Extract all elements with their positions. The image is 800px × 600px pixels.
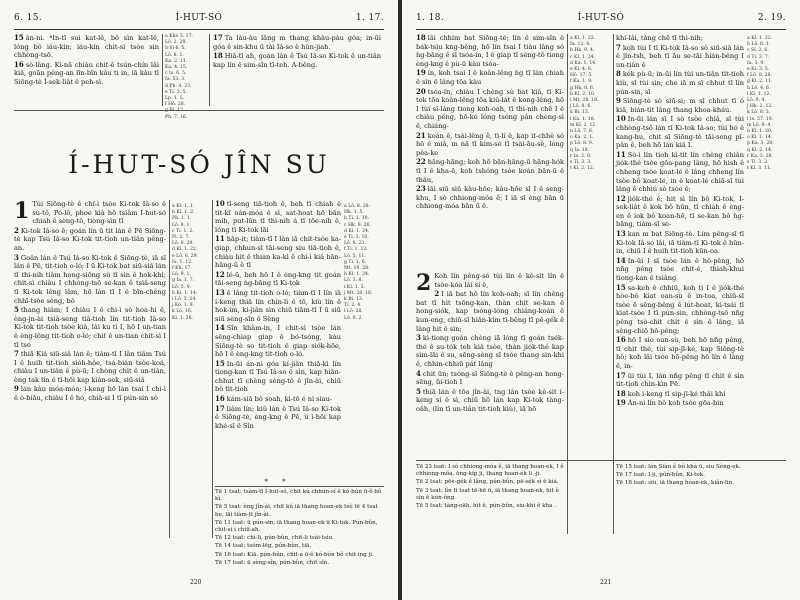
cross-reference: d Ka. 1. 14. (570, 60, 597, 66)
verse-number: 18 (616, 388, 626, 398)
cross-reference: j Mt. 28. 18. (344, 290, 373, 296)
cross-reference: e Ki. 3. 5. (747, 67, 770, 73)
cross-reference: j Hk. 2. 12. (747, 104, 773, 110)
cross-reference: f Ka. 1. 9. (570, 79, 593, 85)
verse-number: 11 (616, 149, 626, 159)
cross-reference: r Ka. 3. 28. (747, 153, 773, 159)
cross-reference: Hk. 1. 5. (344, 210, 364, 216)
verse-text: hāp-it; tiàm-tī I lân iā chit-tsòe ka-giap, chhun-sī tāi-seng siu tiā-tioh ê, chiàu hit ê thian ka-kì ê chi-ì kiâ bān-hāng-ū ê tī (215, 235, 341, 270)
verse (616, 115, 744, 149)
verse (616, 151, 744, 194)
footnote: Tē 17 tsat: ū sèng-sîn, pún-bûn, chit sîn. (215, 559, 330, 566)
verse-number: 7 (14, 349, 19, 359)
cross-references-1 (172, 204, 210, 534)
verse-text: thiā lán ê tōa jîn-ài, tng lán tsòe kè-sit í-keng sí ê sì, chiū hō lán kap Ki-tok tàng-oāh, (lín tī un-tiân tit-tioh kiù), iā hō (416, 387, 564, 413)
left-page (0, 0, 398, 600)
cross-reference: p Lô. 8. 9. (570, 141, 594, 147)
verse-number: 9 (616, 96, 621, 106)
footnotes-2 (616, 464, 786, 568)
verse-text: Hiā-tī ah, goán lân ê Tsú Iâ-so Ki-tok ê un-tiân kap lín ê sim-sîn tī-teh. A-bêng. (213, 52, 381, 69)
verse-number: 21 (416, 130, 426, 140)
cross-reference: Lô. 5. 11. (344, 253, 366, 259)
header-chapter-verse-right: 1. 17. (355, 13, 384, 23)
verse-number: 15 (215, 358, 225, 368)
cross-reference: l Is. 57. 19. (747, 116, 774, 122)
verse-text: sò-lâng. Ki-nā chiàu chit-ê tsún-chín lâi kiâ, goān pêng-an lîn-bîn kàu ti in, iā kàu tī Siōng-tè Í-sek-liât ê peh-sì. (14, 60, 159, 86)
cross-reference: k Bi. 13. (344, 297, 364, 303)
verse-text: In-ūi I sī tsòe lán ê hô-pêng, hō nñg pêng tsòe chit-é, thiah-khui tiong-kan ê tsiâng (616, 256, 744, 283)
verse-number: 23 (416, 184, 426, 194)
footnote: Tē 23 tsat: I sò chhiong-móa ê, iā thang hoan-ek, I ê chhiong-móa, ōng-kip ji, thang hoan-ek li -ji. (416, 464, 564, 478)
cross-reference: s Ti. 3. 2. (747, 160, 769, 166)
footnote: Tē 5 tsat: tàng-oāh, hit ê, pún-bûn, siu-khi ê kha . (416, 503, 557, 510)
verse (14, 254, 166, 306)
cross-reference: e Ti. 3. 10. (344, 235, 369, 241)
verse-number: 18 (416, 33, 426, 42)
footnote: Tē 14 tsat: tsóm-lēg, pún-bûn, tiā. (215, 543, 312, 550)
book-title: Í-HUT-SÓ JÎN SU (68, 150, 330, 179)
verse-text: tsóa-ín, chiàu I chèng sù bat kiâ, tī Ki-tok tōa koân-lêng tōa kiû-lát ê kong-lêng, hō I tùi sí-lâng tiong koh-oah, tī thi-nih chē I ê chiàu pêng, hō-ké lóng tsóng pân chèng-sì ê, chiáng- (416, 87, 564, 130)
page-number: 220 (190, 579, 202, 586)
verse-text: koán ê, tsài-lêng ê, tì-lí ê, kap it-chhè só hô ê miâ, m nā tī kim-sè tī tsài-āu-sè, lóng pêa-ke (416, 131, 564, 157)
cross-reference: Ia. 12. 4. (570, 42, 591, 48)
verse-text: hāng-hāng; koh hō bān-hāng-ū hāng-hók tī I ê kha-ē, koh tshóng tsòe koán bān-ū ê thâu, (416, 158, 564, 184)
cross-reference: Ka. 4. 15. (165, 65, 188, 71)
cross-reference: Ia. 3. 9. (747, 60, 765, 66)
footnote: Tē 17 tsat: I-ji, pún-bûn, Ki-tok. (616, 472, 705, 479)
verse-text: Siōng-tè sò siū-si; m sī chhut tī ó kiâ, bián-tit lâng thang khoa-kháu. (616, 97, 744, 114)
verse-number: 18 (213, 51, 223, 61)
verse-number: 14 (616, 255, 626, 265)
verse-text: Goân lán ê Tsú Iâ-so Ki-tok ê Siōng-tè, iā sī lán ê Pē, tit-tioh o-ló; I ū Ki-tok bat siū-siâ lán tī thi-nih tiâm hong-siōng sù tī sìn ê hok-khì; chit-sì chiàu I chhòng-tsō se-kan ê tsiâ-seng tī Ki-tok lêng lâm, hō lán tī I ê bīn-chêng chhī-tsòe sèng, bô (14, 253, 166, 305)
verse-text: Sò-i lín tioh kì-tit lín chèng chiân jiók-thé tsòe gōa-pang lâng, hō hish ê chheng tsòe koat-lé ê lâng chheng lín tsòe bô koat-lé, in ê koat-lé chiā-sī tùi lâng ê chhiú sò tsòe ê; (616, 150, 744, 194)
verse-text: In-ūi án-ni góa kí-jiân thiā-kì lín tiong-kan tī Tsú Iâ-so ê sìn, kap hiān-chhut tī chèng sèng-tô ê jîn-ài, chiū bô tit-tioh (215, 359, 341, 394)
verse (616, 257, 744, 283)
verse (215, 405, 341, 431)
cross-reference: a Kl. 1. 22. (747, 36, 773, 41)
verse-text: lâi chhim bat Siōng-tè; lín ê sim-sîn ê bák-tsiu kng-bêng, hō lín tsai I tiàu lâng só ǹg-bāng ê sī tsóa-ín, I ê giap tī sèng-tô tiong èng-kng ê pù-ū kàu tsóa- (416, 34, 564, 68)
cross-reference: Pi. 2. 7. (172, 235, 190, 241)
column-rule (169, 200, 170, 538)
verse (215, 324, 341, 358)
verse (14, 200, 166, 226)
verse-number: 4 (416, 368, 421, 378)
cross-reference: p Ka. 3. 28. (747, 141, 774, 147)
cross-reference: c Ti. 1. 2. (172, 228, 194, 234)
cross-reference: Hô. 17. 5. (570, 73, 593, 79)
cross-reference: m Kl. 2. 12. (570, 122, 597, 128)
cross-reference: j Kó. 1. 9. (172, 303, 195, 309)
verse-text: kan m bat Siōng-tè. Lím pêng-sī tī Ki-tok Iâ-so lâi, iā tiàm-tī Ki-tok ê hūn-in, chiū I ê huih tit-tioh kūn-oa. (616, 230, 744, 256)
verse (416, 158, 564, 184)
cross-reference: i Kl. 1. 12. (747, 91, 771, 97)
verse (416, 132, 564, 158)
verse-number: 14 (215, 323, 225, 333)
verse (416, 290, 564, 333)
verse-number: 20 (416, 86, 426, 96)
cross-reference: b Sí 6. 5. (165, 46, 186, 52)
verse-text: chit ūn; tsóng-sī Siōng-tè ê pêng-an hong-sēng, ūi-tioh I (416, 369, 564, 387)
verse-number: 3 (416, 333, 421, 343)
verse (213, 52, 381, 69)
column-rule (162, 34, 163, 106)
column-rule (212, 200, 213, 538)
verse-text: ân-ni. ªIn-tī sui kat-lê, bô sìn kat-lê, lóng bô iáu-kin; iáu-kín chit-si tsòe sin chhòng-tsō. (14, 34, 159, 60)
verse-text: koh tùi I tī Ki-tok Iâ-so sò siū-siâ lán ê jîn-tsh, beh tī āu se-tāi hián-bêng I un-tiân ê (616, 43, 744, 69)
cross-reference: f Lô. 8. 28. (747, 73, 772, 79)
cross-reference: Lô. 2. 28. (165, 40, 187, 46)
cross-reference: Ka. 2. 11. (165, 58, 188, 64)
verse-number: 12 (215, 269, 225, 279)
verse-text: I iā bat hō lín koh-oah; sī lín chêng bat tī hit tsōng-kan, thàn chit se-kan ê hong-siók, kap tsóng-lóng chiáng-koán ê kun-eng, chiū-sī hiān-kim tī-bêng tī pē-gék ê lâng hit ê sìn; (416, 290, 564, 333)
cross-reference: a Khó 5. 17. (165, 34, 193, 39)
verse (416, 88, 564, 131)
cross-reference: Lô. 3. 8. (344, 278, 363, 284)
cross-reference: Lô. 9. 4. (747, 98, 766, 104)
cross-reference: Lp. 1. 5. (165, 96, 185, 102)
verse (213, 34, 381, 51)
cross-references-2 (344, 204, 384, 474)
cross-reference: n Lô. 7. 6. (570, 129, 594, 135)
verse (616, 195, 744, 229)
cross-reference: h Kl. 2. 10. (570, 91, 596, 97)
cross-reference: b Hk. 9. 4. (570, 48, 595, 54)
verse-number: 10 (215, 199, 225, 208)
cross-reference: Ph. 7. 16. (165, 114, 188, 120)
verse-number: 17 (616, 370, 626, 380)
verse-number: 7 (616, 42, 621, 52)
verse (616, 34, 744, 43)
top-text-column-1 (14, 34, 159, 108)
cross-reference: d Kl. 1. 24. (344, 228, 370, 234)
cross-reference: s Ti. 3. 3. (570, 160, 592, 166)
notes-rule (215, 486, 384, 487)
verse-text: lán kàu móa-móa; í-keng hō lán tsai I chi-ì ê ò-biāu, chiàu I ê hó, chiâ-si I tī pún-sin sò (14, 385, 166, 403)
header-rule (14, 29, 384, 30)
verse-number: 10 (616, 114, 626, 124)
cross-reference: Ia. 1. 12. (172, 259, 193, 265)
header-book-title: Í-HUT-SÓ (577, 13, 625, 23)
cross-reference: l Lô. 28. (344, 309, 363, 315)
cross-reference: q Ia. 18. (570, 147, 590, 153)
cross-reference: d Ti. 3. 7. (747, 54, 770, 60)
cross-reference: e Lô. 8. 29. (172, 253, 198, 259)
cross-reference: Ia. 53. 3. (165, 77, 186, 83)
verse (416, 334, 564, 368)
column-rule (209, 34, 210, 106)
verse (416, 34, 564, 68)
cross-reference: Lô. 8. 23. (344, 241, 366, 247)
footnotes-1 (416, 464, 564, 568)
cross-reference: g Bi. 12. (165, 108, 185, 114)
cross-reference: m Lô. 9. 4. (747, 122, 772, 128)
verse (215, 289, 341, 323)
verse-number: 9 (14, 384, 19, 394)
verse-number: 2 (434, 289, 440, 299)
cross-reference: i Mt. 28. 18. (570, 98, 599, 104)
verse-number: 12 (616, 193, 626, 203)
verse-number: 16 (215, 394, 225, 404)
cross-reference: o Kl. 1. 14. (747, 135, 773, 141)
verse (616, 70, 744, 96)
verse-text: ê lâng tit-tioh o-ló; tiàm-tī I lín iā í-keng thiā lín chín-li ê tō, kiù lín ê hok-im, ki-jiân sìn chiū tiām-tī I ū siū siū sèng-sîn ô Sèng (215, 288, 341, 323)
cross-reference: Ph. 1. 1. (172, 216, 192, 222)
cross-reference: Lô. 8. 29. (172, 241, 194, 247)
verse-text: lāi siū siū kàu-hōe; kàu-hōe sī I ê seng-khu, I sò chhiong-móa ê; I iā sī èng bān ū chhiong-móa bān ū ê. (416, 185, 564, 211)
verse (416, 272, 564, 289)
cross-reference: g Hk. 8. 6. (570, 85, 595, 91)
footnote: Tē 1 tsat: tsàm-tī Í-hut-só, chit kú chhun-sí ê kó-bún ū-ê bô kì. (215, 489, 382, 503)
cross-reference: n Kl. 1. 20. (747, 129, 773, 135)
right-page (402, 0, 800, 600)
verse-number: 11 (215, 234, 225, 244)
cross-reference: Lô. 8. 1. (172, 222, 191, 228)
verse-text: khí-lâi, tàng chē tī thi-nih; (616, 34, 703, 42)
verse-text: In-ūi lán sī I sò tsòe chiâ, sī tùi chhòng-tsō lán tī Ki-tok Iâ-so; tùi hó ê kang-hu, chit sī Siōng-tè tāi-seng pī-pân ê, beh hō lán kiâ I. (616, 115, 744, 150)
cross-references-1 (570, 36, 610, 456)
cross-reference: e Ti. 3. 5. (165, 89, 187, 95)
verse (215, 200, 341, 234)
verse-text: Ta làu-àu lâng m thang khàu-pàu góa; in-ūi góa ê sin-khu ū tài Iâ-so ê hûn-jiah. (213, 34, 381, 51)
cross-reference: h Kl. 1. 24. (344, 272, 370, 278)
cross-reference: l Ka. 1. 18. (570, 116, 596, 122)
verse (14, 227, 166, 253)
page-number: 221 (600, 579, 612, 586)
footnotes (215, 489, 383, 569)
verse (215, 271, 341, 288)
running-header (416, 13, 786, 27)
verse (215, 395, 341, 404)
cross-reference: c Is. 6. 5. (165, 71, 187, 77)
verse (215, 360, 341, 394)
cross-reference: Lô. 9. 2. (344, 315, 363, 321)
verse-text: liâm lín; kiû lán ê Tsú Iâ-so Ki-tok ê Siōng-tè, èng-kng ê Pē, ù ì-hōi kap khé-sī ê Sîn (215, 404, 341, 430)
header-rule (416, 29, 786, 30)
verse-text: thiā Kiá siū-siâ lán ê; tiâm-tī I lân tiâm Tsú I ê huih tit-tioh sióh-hôe, tsá-bián tsòe-koá, chiàu I un-tiân ê pù-ū; I chòng chit ê un-tiân, èng tak lín ê tī-hōi kap kiàn-sek, siū-siâ (14, 350, 166, 384)
verse (14, 350, 166, 384)
cross-reference: t Kl. 2. 12. (570, 166, 595, 172)
text-column-2 (616, 34, 744, 454)
text-column-2 (215, 200, 341, 475)
verse-number: 8 (616, 69, 621, 79)
verse-text: kám-siā bô soah, kì-tō é ni siau- (226, 395, 333, 404)
header-chapter-verse-right: 2. 19. (757, 13, 786, 23)
footnote: Tē 15 tsat: lán Siàn ê bô khà ū, siu Sèng-ek. (616, 464, 741, 470)
verse-text: kék pù-ū; in-ūi lín tùi un-tiân tit-tioh kiù, sī tùi sìn; che iā m sī chhut tī lín pún-sin, sī (616, 70, 744, 96)
verse-text: lé-ū, beh hō I ê èng-kng tit goán tāi-seng ǹg-bāng tī Ki-tok (215, 270, 341, 288)
cross-reference: t Kl. 3. 11. (747, 166, 772, 172)
cross-reference: o Ka. 2. 1. (570, 135, 594, 141)
verse-text: sa-keh ê chhiū, koh ti I ê jiók-thé hòe-bô kiat oan-sù ê in-toa, chiū-sī tsòe ē sēng-bêng ê lút-hoat, ki-tsái tī kiat-tsòe I tī pún-sin, chhòng-tsō nñg pêng tsò-chit chit ê sìn ê lâng, iā sêng-chiō hō-pêng; (616, 283, 744, 335)
cross-reference: Lô. 9. 1. (172, 272, 191, 278)
column-rule (613, 34, 614, 534)
cross-reference: g Ia. 1. 7. (172, 278, 195, 284)
verse-text: Tùi Siōng-tè ê chí-ì tsòe Ki-tok Iâ-so ê sù-tô, Pó-lô, phoe kià hō tsiâm Í-hut-só chiah ê sèng-tô, tiòng-sìn tī (32, 200, 166, 226)
footnote: Tē 11 tsat: ū pún-sin, iā thang hoan-ek ū Ki-tok. Pún-bûn, chit-si i chiū-ah. (215, 519, 378, 534)
cross-reference: b Ti. 1. 10. (344, 216, 370, 222)
verse-number: 3 (14, 252, 19, 262)
verse (14, 61, 159, 87)
verse (14, 34, 159, 60)
cross-reference: f Ti. 1. 12. (344, 247, 368, 253)
cross-reference: Lô. 8. 1. (165, 52, 184, 58)
verse (616, 44, 744, 70)
cross-reference: k Bi. 13. (570, 110, 590, 116)
notes-rule (416, 460, 786, 461)
verse (616, 390, 744, 399)
text-column-1 (14, 200, 166, 538)
cross-reference: a Kl. 1. 22. (570, 36, 596, 41)
cross-reference: q Kl. 2. 14. (747, 147, 773, 153)
cross-reference: Ti. 2. 4. (344, 303, 362, 309)
verse-number: 5 (416, 386, 421, 396)
verse (215, 235, 341, 269)
verse-number: 2 (14, 225, 19, 235)
chapter-number: 1 (14, 198, 30, 224)
verse-number: 19 (616, 398, 626, 408)
header-book-title: Í-HUT-SÓ (175, 13, 223, 23)
verse (14, 385, 166, 402)
verse-text: ūi tùi I, lán nñg pêng tī chit ê sìn tit-tioh chìn-kìn Pē. (616, 371, 744, 389)
verse (416, 185, 564, 211)
verse-text: jiók-thé ê; hit sì lín bô Ki-tok, I-sek-liât ê kok bô hūn, tī chiah ê èng-en ê iok bô koan-hē, tī se-kan bô ǹg-bāng, tiàm-sī se- (616, 194, 744, 229)
cross-reference: c Sí. 2. 6. (747, 48, 769, 54)
cross-reference: Mt. 19. 28. (344, 266, 370, 272)
verse-text: tī-seng tiā-tioh ê, beh tī chiah ê tit-kî oán-móa ê sì, sat-hoat hō bān mih, put-lūn tī thi-nih á tī tōe-nih ê, lóng tī Ki-tok lāi (215, 200, 341, 234)
cross-reference: h Lô. 4. 6. (747, 85, 771, 91)
verse-text: hō I sio oan-sù, beh hō nñg pêng, tī chit thé, tùi sip-jī-ké, kap Siōng-tè hô; koh lâi tsòe hō-pêng hō lín ê lâng ê, in- (616, 336, 744, 370)
verse-text: Sîn khàm-in, I chit-sì tsòe lán sêng-chiap giap ê bó-tsóng, kàu Siōng-tè so tit-tioh ê giap siók-hōe, hō I ê èng-kng tit-tioh o-ló. (215, 324, 341, 359)
cross-reference: c Kl. 1. 24. (570, 54, 596, 60)
cross-reference: b Kl. 1. 2. (172, 210, 195, 216)
text-column-1 (416, 34, 564, 270)
cross-reference: i Lô. 3. 24. (172, 297, 197, 303)
verse-number: 5 (14, 305, 19, 315)
verse-number: 15 (14, 33, 24, 42)
verse (616, 336, 744, 370)
verse-text: Án-ni lín bô koh tsòe gōa-bin (627, 399, 724, 408)
verse-text: Ki-tok Iâ-so ê; goán lín ū tit lán ê Pē Siōng-tè kap Tsú Iâ-so Ki-tok tit-tioh un-tiân pêng-an. (14, 226, 166, 252)
cross-reference: c Hk. 8. 26. (344, 222, 371, 228)
verse-number: 19 (416, 68, 426, 78)
verse (416, 69, 564, 86)
cross-reference: i Kl. 1. 3. (344, 284, 365, 290)
cross-reference: Kl. 1. 26. (172, 315, 193, 321)
cross-reference: k Lô. 8. 3. (747, 110, 771, 116)
verse-number: 13 (616, 229, 626, 239)
verse-text: Koh lín pêng-só tùi lín ê kè-sit lín ê tsòe-kòa lâi sí ê, (434, 272, 564, 289)
verse (616, 372, 744, 389)
cross-reference: k Lô. 16. (172, 309, 193, 315)
verse-text: koh i-keng tī sip-jī-ké thâi khí (627, 389, 726, 398)
running-header (14, 13, 384, 27)
cross-reference: e Kl. 4. 6. (570, 67, 593, 73)
footnote: Tē 5 tsat: èng jîn-ài, chit kú iā thang hoan-ek tsò tē 4 tsat be, lāi tiàm-tī jîn-ài. (215, 504, 378, 518)
footnote: Tē 3 tsat: lín tī tsat tē-hē ū, iā thang hoan-ek, hit ê sìn ê kun-ông. (416, 487, 559, 501)
verse-number: 22 (416, 157, 426, 167)
verse (616, 399, 744, 408)
column-rule (567, 34, 568, 534)
verse (416, 370, 564, 387)
verse (14, 306, 166, 349)
cross-reference: d Ph. 4. 23. (165, 83, 192, 89)
text-column-1-chapter-2 (416, 272, 564, 434)
verse-text: kì-tiong goán chèng iā lóng tī goán tsék-thé ê su-tók teh kiâ tsòe, thàn jiók-thé kap sim-lāi ê su, sēng-sèng sī tsòe thang sin-khi ê, chhin-chhiū pát lâng (416, 334, 564, 368)
verse (616, 97, 744, 114)
footnote: Tē 2 tsat: pēe-gék ê lâng, pún-bûn, pē-sék sì ê kiá. (416, 479, 559, 486)
cross-references-2 (747, 36, 787, 456)
top-cross-references (165, 34, 207, 120)
verse-number: 16 (14, 59, 24, 69)
section-divider: * * (264, 478, 292, 486)
chapter-number: 2 (416, 270, 432, 296)
cross-reference: r Ia. 2. 8. (570, 153, 592, 159)
header-chapter-verse-left: 1. 18. (416, 13, 445, 23)
cross-reference: g Ti. 1. 6. (344, 259, 367, 265)
footnote: Tē 16 tsat: Kiā. pún-bûn, chit-a ū-ê kó-bún bô chit ing ji. (215, 551, 374, 558)
cross-reference: h Kl. 1. 14. (172, 290, 198, 296)
cross-reference: b Lô. 8. 1. (747, 42, 771, 48)
cross-reference: a Kl. 1. 1. (172, 204, 195, 209)
verse-number: 15 (616, 282, 626, 292)
cross-reference: d Kl. 1. 22. (172, 247, 198, 253)
verse-number: 17 (213, 33, 223, 42)
verse (616, 230, 744, 256)
cross-reference: f Kh. 17. (172, 266, 192, 272)
cross-reference: Lō. 5. 9. (172, 284, 191, 290)
section-rule (14, 110, 384, 111)
cross-reference: j Lô. 8. 6. (570, 104, 592, 110)
cross-reference: a Lô. 8. 28. (344, 204, 371, 209)
verse (616, 284, 744, 336)
cross-reference: g Kl. 2. 11. (747, 79, 773, 85)
verse-text: ín, koh tsai I ê koân-lêng ǹg tī lán chiah ê sìn ê lâng tōa kàu (416, 69, 564, 86)
verse (416, 388, 564, 414)
top-text-column-2 (213, 34, 381, 108)
verse-number: 13 (215, 287, 225, 297)
footnote: Tē 12 tsat: chi-li, pún-bûn, chit-li tsài-tsìo. (215, 535, 334, 542)
cross-reference: f Hô. 28. (165, 102, 186, 108)
verse-text: thang hiâm; I chiàu I ê chi-ì sò hoa-hi ê, èng-jn-ài tsiâ-seng tiâ-tioh lín tit-tioh Iâ-so Ki-tok tit-tioh tsòe kiâ, lâi ku ti I, hō I un-tian ê èng-lông tit-tioh o-ló; chit ê un-tian chit-sì I tī tsó (14, 306, 166, 349)
verse-number: 16 (616, 335, 626, 345)
header-chapter-verse-left: 6. 15. (14, 13, 43, 23)
verse-number: 17 (215, 403, 225, 413)
footnote: Tē 18 tsat: siu, iā thang hoan-ek, kiân-lin. (616, 480, 734, 487)
